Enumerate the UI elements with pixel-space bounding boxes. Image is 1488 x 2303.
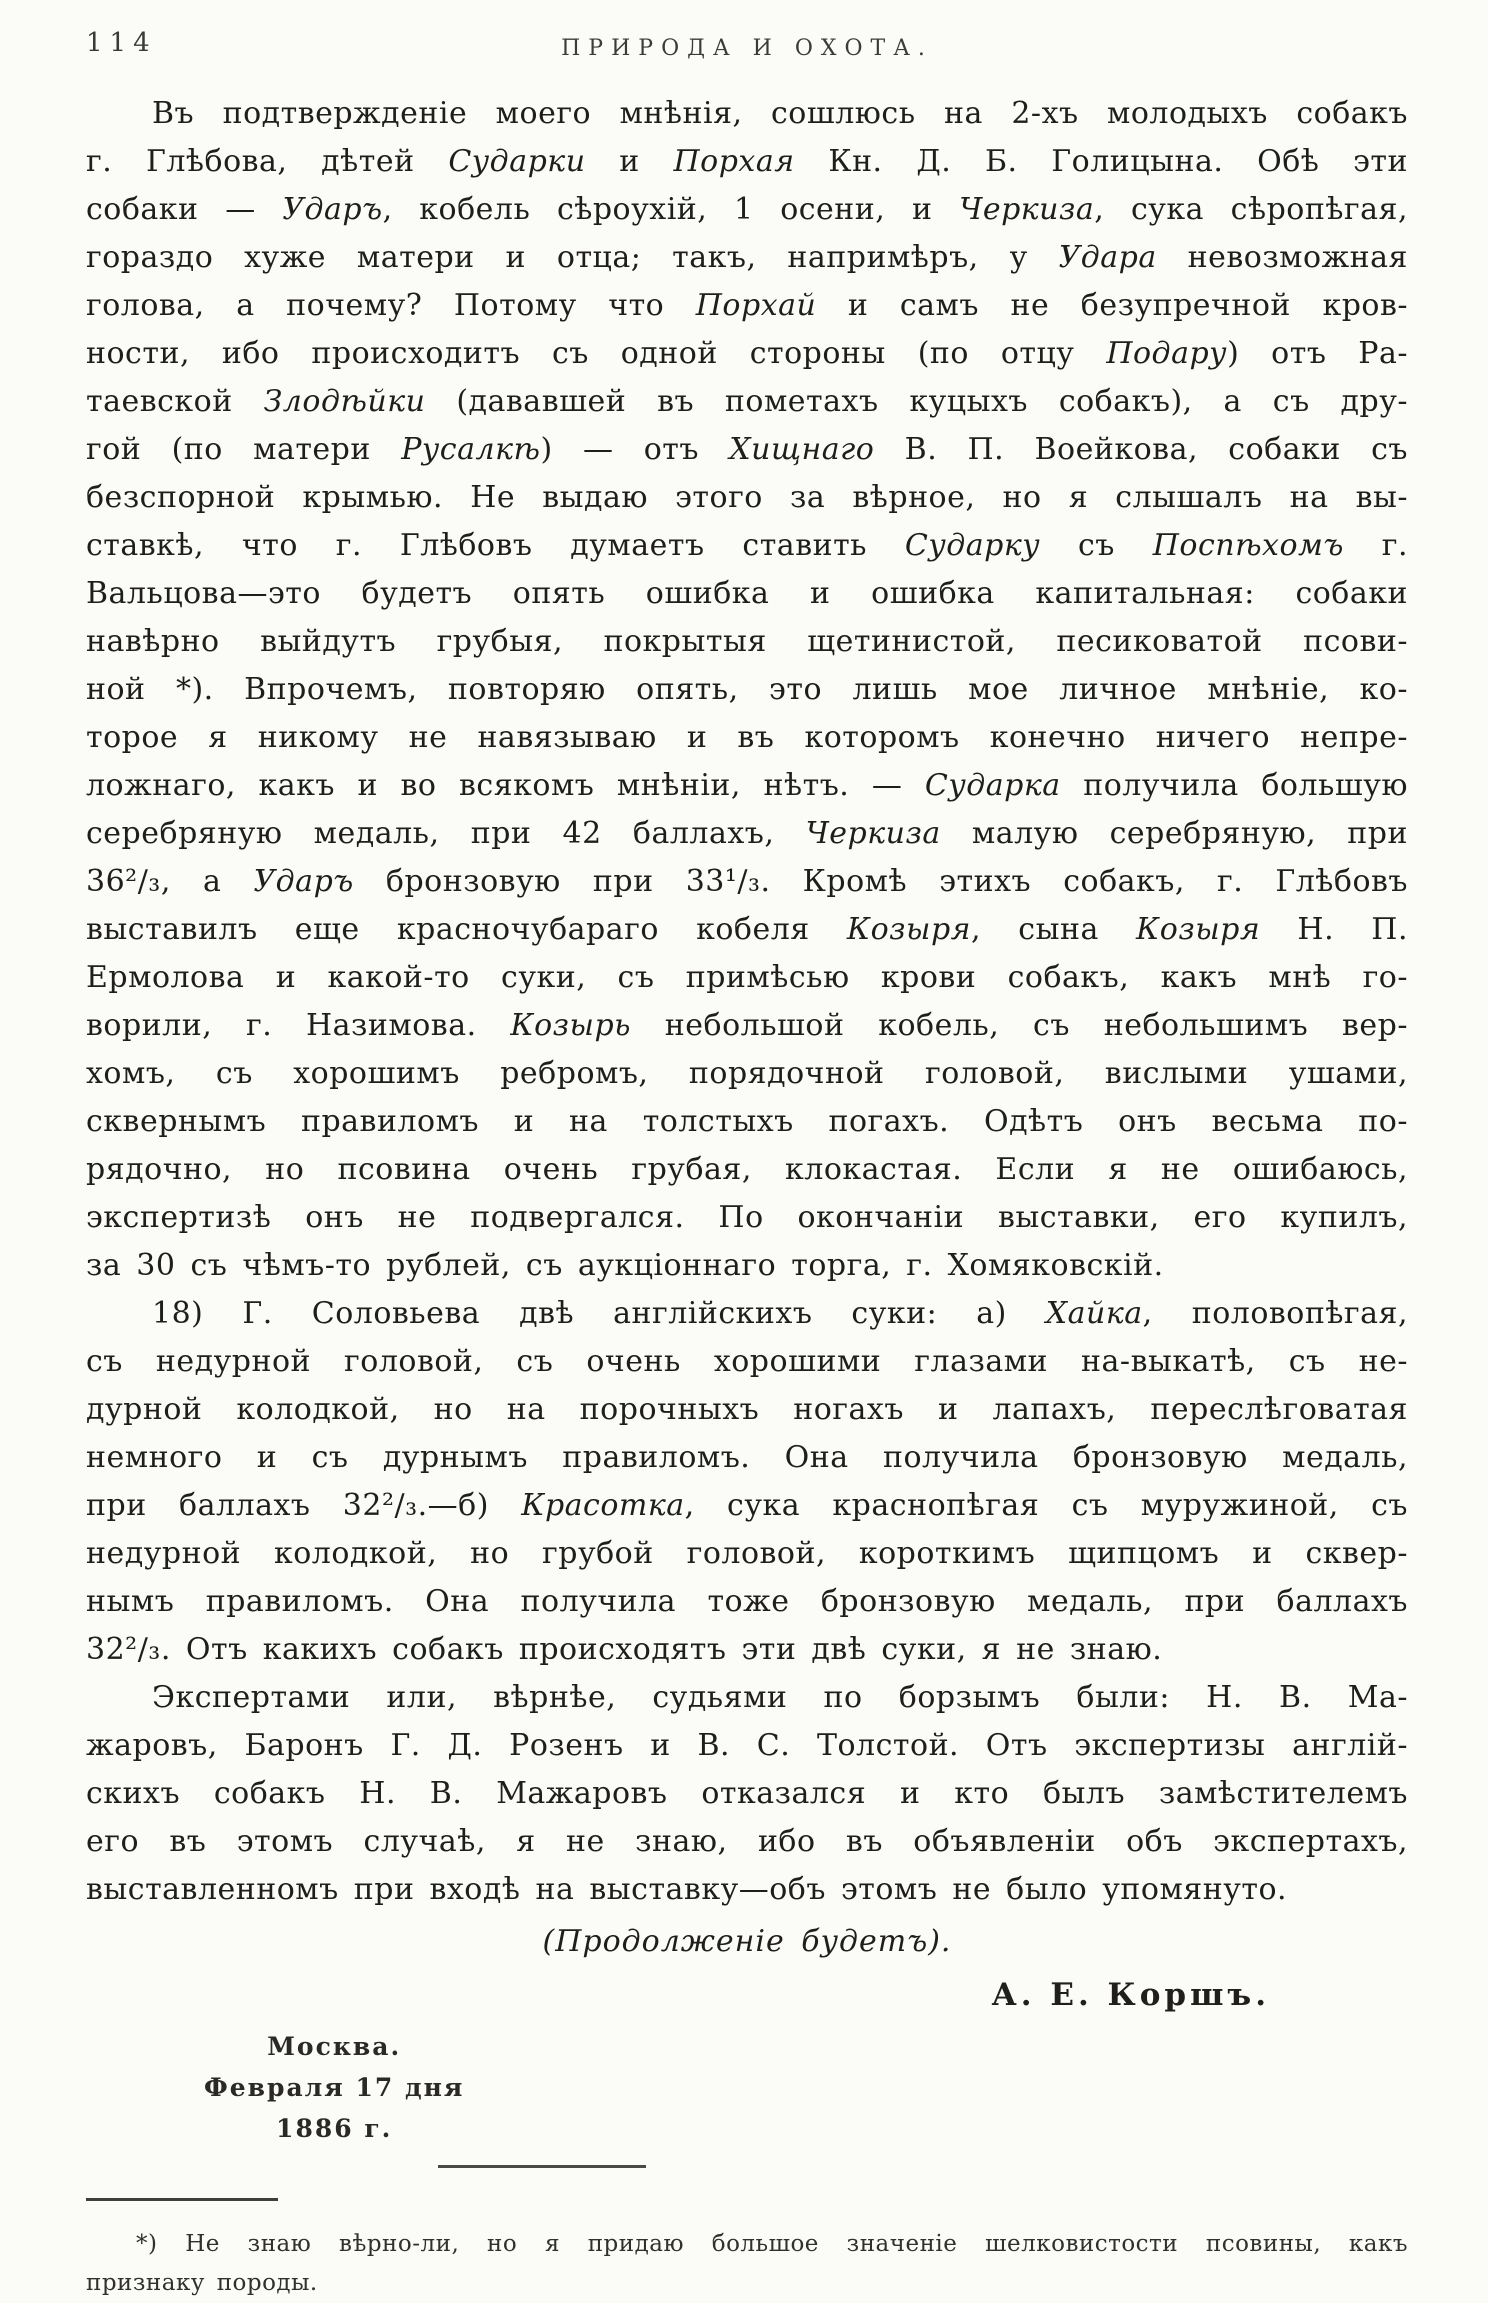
text-line [86,1386,1408,1434]
paragraph-1 [86,90,1408,1290]
dog-name-italic: Ударъ [282,192,383,227]
text-line [86,570,1408,618]
page-header [86,26,1408,70]
page-number: 114 [86,28,157,58]
dog-name-italic: Козырь [510,1008,632,1043]
text-segment: , половопѣгая, [1142,1296,1408,1331]
text-segment: ) — отъ [540,432,730,467]
text-segment: дурной колодкой, но на порочныхъ ногахъ и лапахъ, переслѣговатая [86,1392,1408,1427]
text-line [86,282,1408,330]
dog-name-italic: Сударка [924,768,1061,803]
text-segment: гой (по матери [86,432,402,467]
dog-name-italic: Подару [1106,336,1228,371]
text-line [86,426,1408,474]
text-segment: безспорной крымью. Не выдаю этого за вѣрное, но я слышалъ на вы- [86,480,1408,515]
dog-name-italic: Сударку [904,528,1041,563]
text-line [86,1098,1408,1146]
text-line [86,618,1408,666]
text-segment: Н. П. [1260,912,1408,947]
text-line [86,1242,1408,1290]
text-line [86,1866,1408,1914]
dog-name-italic: Русалкѣ [401,432,541,467]
text-segment: небольшой кобель, съ небольшимъ вер- [631,1008,1409,1043]
text-line [86,810,1408,858]
text-segment: торое я никому не навязываю и въ которомъ конечно ничего непре- [86,720,1408,755]
text-segment: , сына [971,912,1137,947]
text-segment: 32²/₃. Отъ какихъ собакъ происходятъ эти двѣ суки, я не знаю. [86,1632,1163,1667]
dog-name-italic: Удара [1058,240,1157,275]
dog-name-italic: Порхая [673,144,795,179]
continuation-notice: (Продолженіе будетъ). [542,1924,952,1959]
text-segment: ности, ибо происходитъ съ одной стороны (по отцу [86,336,1107,371]
text-line [86,186,1408,234]
text-line [86,1770,1408,1818]
dog-name-italic: Черкиза [805,816,941,851]
text-segment: хомъ, съ хорошимъ ребромъ, порядочной головой, вислыми ушами, [86,1056,1408,1091]
text-line [86,714,1408,762]
text-segment: выставилъ еще красночубараго кобеля [86,912,847,947]
text-segment: Въ подтвержденіе моего мнѣнія, сошлюсь на 2-хъ молодыхъ собакъ [152,96,1408,131]
dog-name-italic: Хищнаго [729,432,875,467]
text-segment: рядочно, но псовина очень грубая, клокастая. Если я не ошибаюсь, [86,1152,1408,1187]
text-line [86,1722,1408,1770]
text-segment: 18) Г. Соловьева двѣ англійскихъ суки: а) [152,1296,1046,1331]
text-line [86,1290,1408,1338]
text-segment: недурной колодкой, но грубой головой, короткимъ щипцомъ и сквер- [86,1536,1408,1571]
text-segment: экспертизѣ онъ не подвергался. По окончаніи выставки, его купилъ, [86,1200,1408,1235]
text-segment: бронзовую при 33¹/₃. Кромѣ этихъ собакъ, г. Глѣбовъ [353,864,1408,899]
footnote [86,2225,1408,2303]
text-segment: скихъ собакъ Н. В. Мажаровъ отказался и кто былъ замѣстителемъ [86,1776,1408,1811]
text-segment: г. [1343,528,1408,563]
paragraph-2 [86,1290,1408,1674]
text-segment: малую серебряную, при [940,816,1408,851]
text-line [86,1818,1408,1866]
text-line [86,954,1408,1002]
text-segment: его въ этомъ случаѣ, я не знаю, ибо въ объявленіи объ экспертахъ, [86,1824,1408,1859]
author-signature: А. Е. Коршъ. [991,1977,1270,2013]
text-segment: ставкѣ, что г. Глѣбовъ думаетъ ставить [86,528,905,563]
text-segment: навѣрно выйдутъ грубыя, покрытыя щетинистой, песиковатой псови- [86,624,1408,659]
text-line [86,474,1408,522]
text-segment: невозможная [1156,240,1408,275]
text-segment: , сука краснопѣгая съ муружиной, съ [684,1488,1408,1523]
place-date-block [204,2026,464,2149]
text-segment: Ермолова и какой-то суки, съ примѣсью крови собакъ, какъ мнѣ го- [86,960,1408,995]
text-line [86,1530,1408,1578]
text-segment: таевской [86,384,264,419]
text-line [86,666,1408,714]
text-segment: гораздо хуже матери и отца; такъ, напримѣръ, у [86,240,1059,275]
text-segment: голова, а почему? Потому что [86,288,696,323]
text-line [86,2264,1408,2303]
text-segment: г. Глѣбова, дѣтей [86,144,449,179]
text-segment: жаровъ, Баронъ Г. Д. Розенъ и В. С. Толстой. Отъ экспертизы англій- [86,1728,1408,1763]
date-line: Февраля 17 дня [204,2073,465,2102]
text-line [86,378,1408,426]
text-segment: при баллахъ 32²/₃.—б) [86,1488,522,1523]
text-line [86,330,1408,378]
text-segment: съ недурной головой, съ очень хорошими глазами на-выкатѣ, съ не- [86,1344,1408,1379]
place-line: Москва. [267,2032,402,2061]
text-line [86,906,1408,954]
dog-name-italic: Сударки [448,144,586,179]
text-line [86,1146,1408,1194]
text-line [86,90,1408,138]
text-segment: ной *). Впрочемъ, повторяю опять, это лишь мое личное мнѣніе, ко- [86,672,1408,707]
year-line: 1886 г. [276,2114,393,2143]
text-line [86,234,1408,282]
text-segment: *) Не знаю вѣрно-ли, но я придаю большое значеніе шелковистости псовины, какъ [136,2231,1408,2257]
text-segment: Экспертами или, вѣрнѣе, судьями по борзымъ были: Н. В. Ма- [152,1680,1408,1715]
text-segment: нымъ правиломъ. Она получила тоже бронзовую медаль, при баллахъ [86,1584,1408,1619]
dog-name-italic: Хайка [1045,1296,1143,1331]
text-line [86,2225,1408,2264]
text-segment: (дававшей въ пометахъ куцыхъ собакъ), а съ дру- [425,384,1408,419]
dog-name-italic: Злодѣйки [263,384,426,419]
text-line [86,1002,1408,1050]
text-segment: получила большую [1060,768,1408,803]
dog-name-italic: Порхай [695,288,817,323]
text-segment: за 30 съ чѣмъ-то рублей, съ аукціоннаго торга, г. Хомяковскій. [86,1248,1164,1283]
text-segment: ложнаго, какъ и во всякомъ мнѣніи, нѣтъ. — [86,768,925,803]
text-line [86,1626,1408,1674]
text-segment: собаки — [86,192,283,227]
dog-name-italic: Черкиза [959,192,1095,227]
footnote-separator-rule [86,2198,278,2201]
text-segment: съ [1040,528,1153,563]
article-body [86,90,1408,1914]
dog-name-italic: Красотка [521,1488,685,1523]
text-line [86,1578,1408,1626]
dog-name-italic: Поспѣхомъ [1152,528,1344,563]
text-segment: и самъ не безупречной кров- [816,288,1408,323]
text-segment: серебряную медаль, при 42 баллахъ, [86,816,806,851]
text-segment: ворили, г. Назимова. [86,1008,511,1043]
text-segment: Вальцова—это будетъ опять ошибка и ошибка капитальная: собаки [86,576,1408,611]
text-line [86,522,1408,570]
text-line [86,1674,1408,1722]
dog-name-italic: Козыря [846,912,972,947]
dog-name-italic: Ударъ [253,864,354,899]
text-segment: и [585,144,674,179]
text-segment: сквернымъ правиломъ и на толстыхъ погахъ. Одѣтъ онъ весьма по- [86,1104,1408,1139]
text-segment: немного и съ дурнымъ правиломъ. Она получила бронзовую медаль, [86,1440,1408,1475]
text-line [86,138,1408,186]
text-line [86,762,1408,810]
text-line [86,1434,1408,1482]
text-segment: , кобель сѣроухій, 1 осени, и [382,192,960,227]
text-line [86,1050,1408,1098]
text-line [86,1482,1408,1530]
section-divider-rule [438,2165,646,2168]
paragraph-3 [86,1674,1408,1914]
text-segment: 36²/₃, а [86,864,254,899]
text-line [86,1338,1408,1386]
text-segment: выставленномъ при входѣ на выставку—объ этомъ не было упомянуто. [86,1872,1288,1907]
journal-title: ПРИРОДА И ОХОТА. [561,36,933,61]
text-segment: Кн. Д. Б. Голицына. Обѣ эти [794,144,1408,179]
text-segment: , сука сѣропѣгая, [1094,192,1408,227]
text-segment: признаку породы. [86,2270,318,2296]
dog-name-italic: Козыря [1136,912,1261,947]
text-line [86,858,1408,906]
text-line [86,1194,1408,1242]
text-segment: В. П. Воейкова, собаки съ [874,432,1409,467]
text-segment: ) отъ Ра- [1227,336,1408,371]
